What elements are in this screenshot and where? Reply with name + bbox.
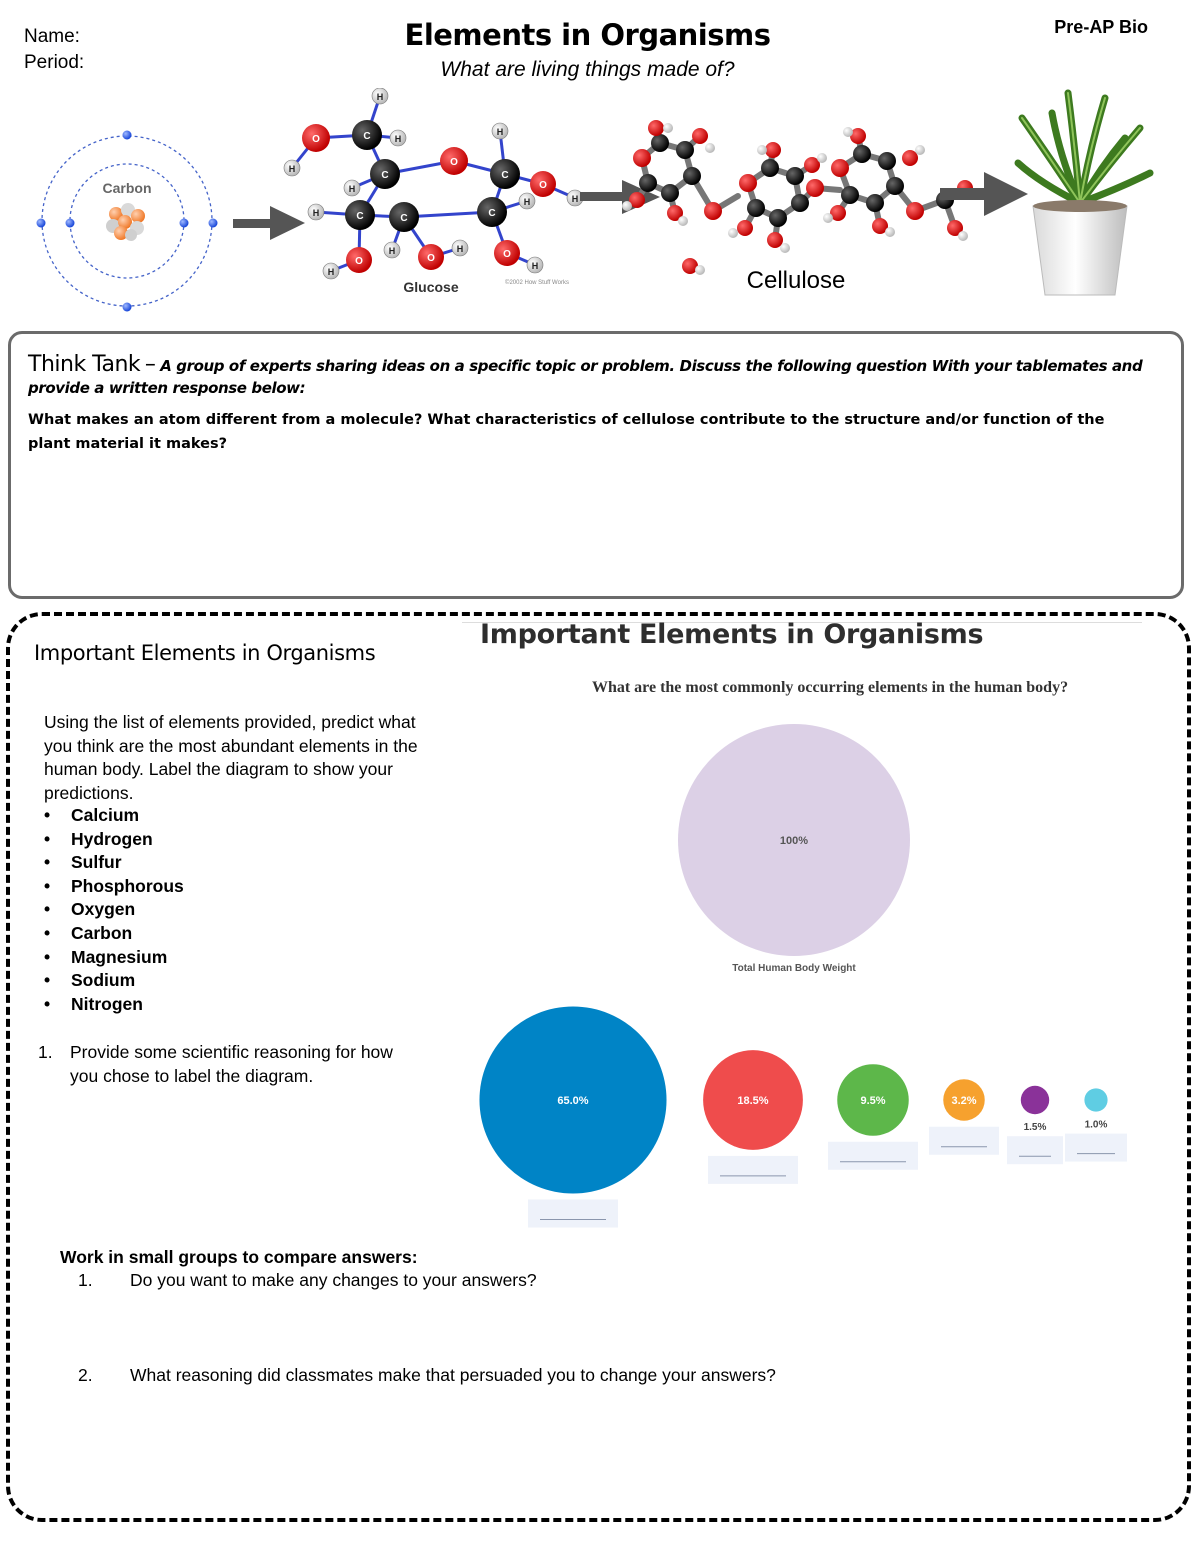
period-label: Period: — [24, 52, 85, 73]
atom-label: Carbon — [102, 180, 152, 196]
think-tank-definition: A group of experts sharing ideas on a specific topic or problem. Discuss the following question With your tablemates and provide a written response below: — [28, 357, 1143, 397]
list-item: • Carbon — [44, 922, 184, 946]
svg-text:H: H — [288, 164, 296, 174]
page-title: Elements in Organisms — [404, 18, 771, 52]
svg-text:O: O — [355, 256, 363, 267]
answer-label-slot[interactable] — [1065, 1134, 1127, 1162]
bubble-value-label: 1.5% — [1023, 1122, 1047, 1134]
cellulose-molecule — [622, 120, 973, 275]
total-value-label: 100% — [779, 835, 809, 847]
answer-label-slot[interactable] — [528, 1200, 618, 1228]
question-number: 1. — [38, 1042, 53, 1062]
svg-text:H: H — [348, 184, 356, 194]
copyright-label: ©2002 How Stuff Works — [505, 280, 569, 286]
group-question-1 — [78, 1270, 537, 1291]
question-number: 1. — [78, 1270, 93, 1290]
section-title: Important Elements in Organisms — [34, 641, 376, 665]
chart-subtitle: What are the most commonly occurring elements in the human body? — [591, 679, 1069, 696]
svg-text:H: H — [496, 127, 504, 137]
group-question-2 — [78, 1365, 776, 1386]
element-bubble — [1084, 1088, 1107, 1111]
group-work-heading: Work in small groups to compare answers: — [60, 1247, 418, 1267]
arrow-icon — [233, 206, 305, 240]
svg-text:C: C — [488, 208, 496, 219]
name-label: Name: — [24, 26, 80, 47]
list-item: • Oxygen — [44, 898, 184, 922]
element-bubble — [1021, 1086, 1049, 1114]
glucose-label: Glucose — [403, 279, 459, 295]
answer-label-slot[interactable] — [1007, 1136, 1063, 1164]
think-tank-title: Think Tank — [28, 352, 141, 377]
course-label: Pre-AP Bio — [1054, 17, 1148, 37]
reasoning-question — [38, 1041, 418, 1088]
svg-text:C: C — [501, 170, 509, 181]
svg-text:H: H — [394, 134, 402, 144]
element-list — [44, 804, 184, 1016]
bubble-value-label: 1.0% — [1084, 1119, 1108, 1131]
svg-text:C: C — [356, 211, 364, 222]
bubble-value-label: 65.0% — [557, 1095, 589, 1107]
svg-text:O: O — [503, 249, 511, 260]
glucose-atoms — [284, 88, 583, 279]
svg-text:H: H — [312, 208, 320, 218]
carbon-atom-diagram — [37, 131, 218, 312]
svg-text:C: C — [363, 131, 371, 142]
page-subtitle: What are living things made of? — [440, 58, 735, 81]
atoms-to-plant-illustration — [0, 88, 1200, 318]
svg-text:H: H — [531, 261, 539, 271]
svg-text:H: H — [376, 92, 384, 102]
svg-text:H: H — [388, 246, 396, 256]
nucleus — [106, 203, 145, 241]
bubble-value-label: 18.5% — [737, 1095, 769, 1107]
svg-text:O: O — [312, 134, 320, 145]
question-text: Provide some scientific reasoning for how you chose to label the diagram. — [70, 1042, 393, 1086]
think-tank-question: What makes an atom different from a molecule? What characteristics of cellulose contribute to the structure and/or function of the plant material it makes? — [28, 412, 1105, 452]
svg-text:H: H — [327, 267, 335, 277]
think-tank-heading — [28, 354, 1168, 399]
cellulose-label: Cellulose — [746, 267, 846, 294]
list-item: • Magnesium — [44, 946, 184, 970]
bubble-value-label: 9.5% — [860, 1095, 886, 1107]
question-text: Do you want to make any changes to your answers? — [130, 1270, 537, 1290]
total-caption: Total Human Body Weight — [732, 963, 856, 974]
question-number: 2. — [78, 1365, 93, 1385]
list-item: • Nitrogen — [44, 993, 184, 1017]
svg-text:C: C — [381, 170, 389, 181]
answer-label-slot[interactable] — [929, 1127, 999, 1155]
answer-label-slot[interactable] — [708, 1156, 798, 1184]
svg-text:O: O — [539, 180, 547, 191]
svg-text:H: H — [523, 197, 531, 207]
list-item: • Phosphorous — [44, 875, 184, 899]
question-text: What reasoning did classmates make that persuaded you to change your answers? — [130, 1365, 776, 1385]
svg-text:C: C — [400, 213, 408, 224]
instructions-text: Using the list of elements provided, predict what you think are the most abundant elements in the human body. Label the diagram to show your predictions. — [44, 712, 418, 803]
answer-label-slot[interactable] — [828, 1142, 918, 1170]
element-bubble-chart — [460, 700, 1160, 1240]
chart-title: Important Elements in Organisms — [480, 619, 984, 650]
potted-plant-image — [1018, 93, 1150, 295]
svg-text:O: O — [450, 157, 458, 168]
bubble-value-label: 3.2% — [951, 1095, 977, 1107]
arrow-icon — [940, 172, 1028, 216]
svg-text:H: H — [571, 194, 579, 204]
list-item: • Sulfur — [44, 851, 184, 875]
list-item: • Hydrogen — [44, 828, 184, 852]
list-item: • Calcium — [44, 804, 184, 828]
svg-text:O: O — [427, 253, 435, 264]
think-tank-dash: – — [144, 352, 156, 377]
list-item: • Sodium — [44, 969, 184, 993]
svg-text:H: H — [456, 244, 464, 254]
